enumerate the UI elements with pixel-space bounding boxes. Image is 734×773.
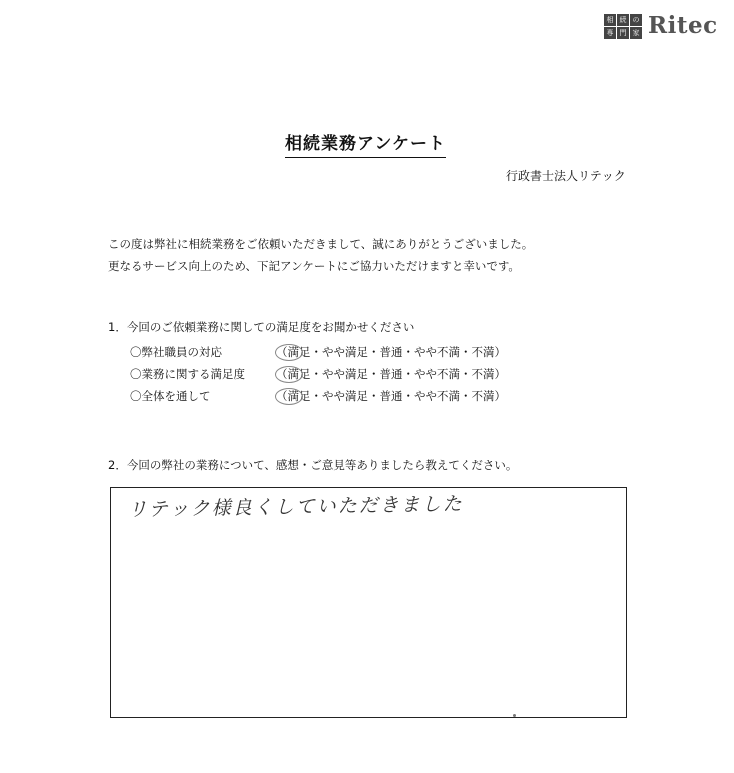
comment-box bbox=[110, 487, 627, 718]
intro-text bbox=[108, 233, 533, 277]
question-1-item-service: 〇業務に関する満足度 bbox=[130, 367, 245, 381]
selected-answer-circle bbox=[275, 366, 303, 383]
selected-answer-circle bbox=[275, 388, 303, 405]
question-1-item-overall: 〇全体を通して bbox=[130, 389, 211, 403]
satisfaction-scale: （満足・やや満足・普通・やや不満・不満） bbox=[276, 367, 506, 381]
logo-text: Ritec bbox=[648, 12, 718, 39]
logo-mark: 相 続 の 専 門 家 bbox=[604, 14, 644, 40]
satisfaction-scale: （満足・やや満足・普通・やや不満・不満） bbox=[276, 389, 506, 403]
question-1-item-staff: 〇弊社職員の対応 bbox=[130, 345, 222, 359]
selected-answer-circle bbox=[275, 344, 303, 361]
scan-speck bbox=[513, 714, 516, 717]
intro-line: この度は弊社に相続業務をご依頼いただきまして、誠にありがとうございました。 bbox=[108, 237, 534, 251]
satisfaction-scale: （満足・やや満足・普通・やや不満・不満） bbox=[276, 345, 506, 359]
question-1-label: 1．今回のご依頼業務に関しての満足度をお聞かせください bbox=[108, 320, 415, 334]
handwritten-comment: リテック様良くしていただきました bbox=[127, 493, 464, 521]
organization-name: 行政書士法人リテック bbox=[506, 169, 626, 183]
intro-line: 更なるサービス向上のため、下記アンケートにご協力いただけますと幸いです。 bbox=[108, 259, 520, 273]
company-logo bbox=[604, 12, 722, 42]
document-title: 相続業務アンケート bbox=[285, 129, 446, 158]
question-2-label: 2．今回の弊社の業務について、感想・ご意見等ありましたら教えてください。 bbox=[108, 458, 518, 472]
